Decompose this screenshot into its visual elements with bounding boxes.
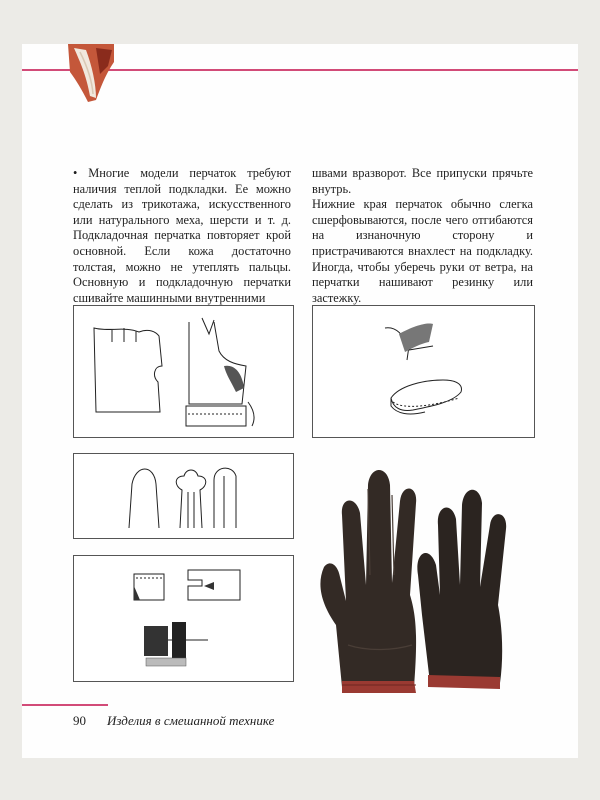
seam-detail-diagram — [73, 555, 294, 682]
left-column-text: • Многие модели перчаток требуют наличия теплой подкладки. Ее можно сделать из трикотажа, искусственного или натурального меха, шерсти и т. д. Подкладочная перчатка повторяет крой основной. Если кожа достаточно толстая, можно не утеплять пальцы. Основную и подкладочную перчатки сшивайте машинными внутренними — [73, 166, 291, 305]
right-paragraph-2: Нижние края перчаток обычно слегка сшерфовываются, после чего отгибаются на изнаночную сторону и пристрачиваются внахлест на подкладку. Иногда, чтобы уберечь руки от ветра, на перчатки нашивают резинку или застежку. — [312, 197, 533, 305]
right-paragraph-1: швами вразворот. Все припуски прячьте внутрь. — [312, 166, 533, 196]
leather-gloves-photo — [312, 455, 533, 705]
glove-corner-icon — [66, 44, 116, 102]
finger-pieces-diagram — [73, 453, 294, 539]
bottom-rule — [22, 704, 108, 706]
chapter-title: Изделия в смешанной технике — [107, 713, 275, 728]
page-number: 90 — [73, 713, 86, 728]
glove-pattern-diagram — [73, 305, 294, 438]
right-column-text — [312, 166, 533, 306]
hem-fold-diagram — [312, 305, 535, 438]
